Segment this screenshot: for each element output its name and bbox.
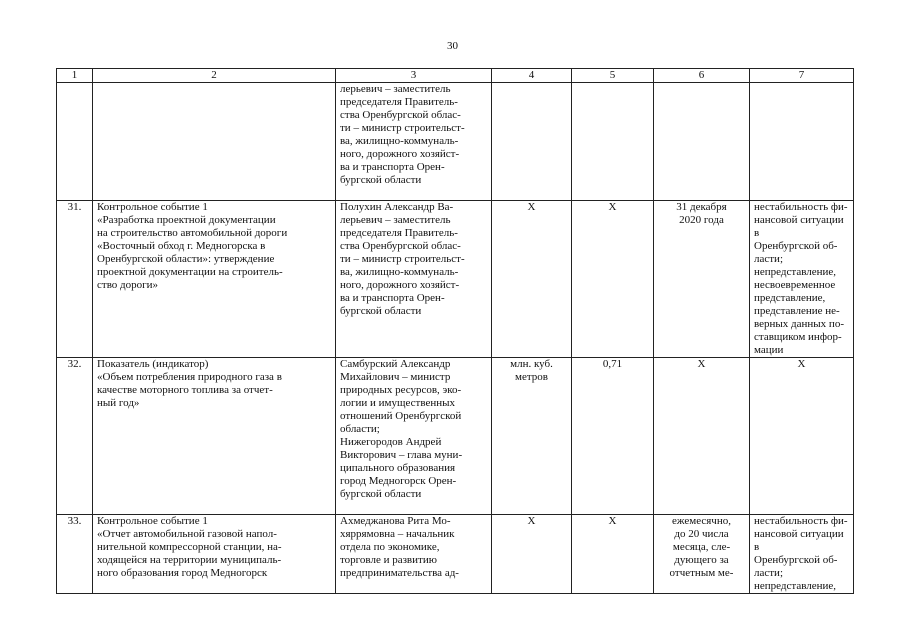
event-cell: Контрольное событие 1 «Разработка проектной документации на строительство автомобильной дороги «Восточный обход г. Медногорска в Оренбургской области»: утверждение проектной документации на строитель- ство дороги» [93,201,336,358]
row-number-cell: 32. [57,358,93,515]
row-number-cell: 33. [57,515,93,594]
column-header: 6 [654,69,750,83]
table-header-row [57,69,854,83]
page-number: 30 [447,40,458,52]
responsible-cell: Самбурский Александр Михайлович – министр природных ресурсов, эко- логии и имущественных отношений Оренбургской области; Нижегородов Андрей Викторович – глава муни- ципального образования город Медногорск Орен- бургской области [336,358,492,515]
event-cell [93,83,336,201]
deadline-cell: X [654,358,750,515]
column-header: 3 [336,69,492,83]
unit-cell: X [492,201,572,358]
risks-cell [750,83,854,201]
event-cell: Показатель (индикатор) «Объем потребления природного газа в качестве моторного топлива за отчет- ный год» [93,358,336,515]
value-cell: X [572,201,654,358]
deadline-cell: 31 декабря 2020 года [654,201,750,358]
responsible-cell: Ахмеджанова Рита Мо- хяррямовна – начальник отдела по экономике, торговле и развитию предпринимательства ад- [336,515,492,594]
document-table [56,68,854,594]
value-cell [572,83,654,201]
column-header: 7 [750,69,854,83]
unit-cell: млн. куб. метров [492,358,572,515]
column-header: 1 [57,69,93,83]
unit-cell: X [492,515,572,594]
risks-cell: нестабильность фи- нансовой ситуации в Оренбургской об- ласти; непредставление, [750,515,854,594]
deadline-cell: ежемесячно, до 20 числа месяца, сле- дующего за отчетным ме- [654,515,750,594]
table-row [57,358,854,515]
deadline-cell [654,83,750,201]
value-cell: X [572,515,654,594]
row-number-cell [57,83,93,201]
column-header: 5 [572,69,654,83]
responsible-cell: Полухин Александр Ва- лерьевич – заместитель председателя Правитель- ства Оренбургской облас- ти – министр строительст- ва, жилищно-коммуналь- ного, дорожного хозяйст- ва и транспорта Орен- бургской области [336,201,492,358]
event-cell: Контрольное событие 1 «Отчет автомобильной газовой напол- нительной компрессорной станции, на- ходящейся на территории муниципаль- ного образования город Медногорск [93,515,336,594]
column-header: 2 [93,69,336,83]
risks-cell: нестабильность фи- нансовой ситуации в Оренбургской об- ласти; непредставление, несвоевременное представление, представление не- верных данных по- ставщиком инфор- мации [750,201,854,358]
unit-cell [492,83,572,201]
column-header: 4 [492,69,572,83]
row-number-cell: 31. [57,201,93,358]
responsible-cell: лерьевич – заместитель председателя Правитель- ства Оренбургской облас- ти – министр строительст- ва, жилищно-коммуналь- ного, дорожного хозяйст- ва и транспорта Орен- бургской области [336,83,492,201]
value-cell: 0,71 [572,358,654,515]
table-row [57,201,854,358]
risks-cell: X [750,358,854,515]
table-row [57,515,854,594]
table-row [57,83,854,201]
